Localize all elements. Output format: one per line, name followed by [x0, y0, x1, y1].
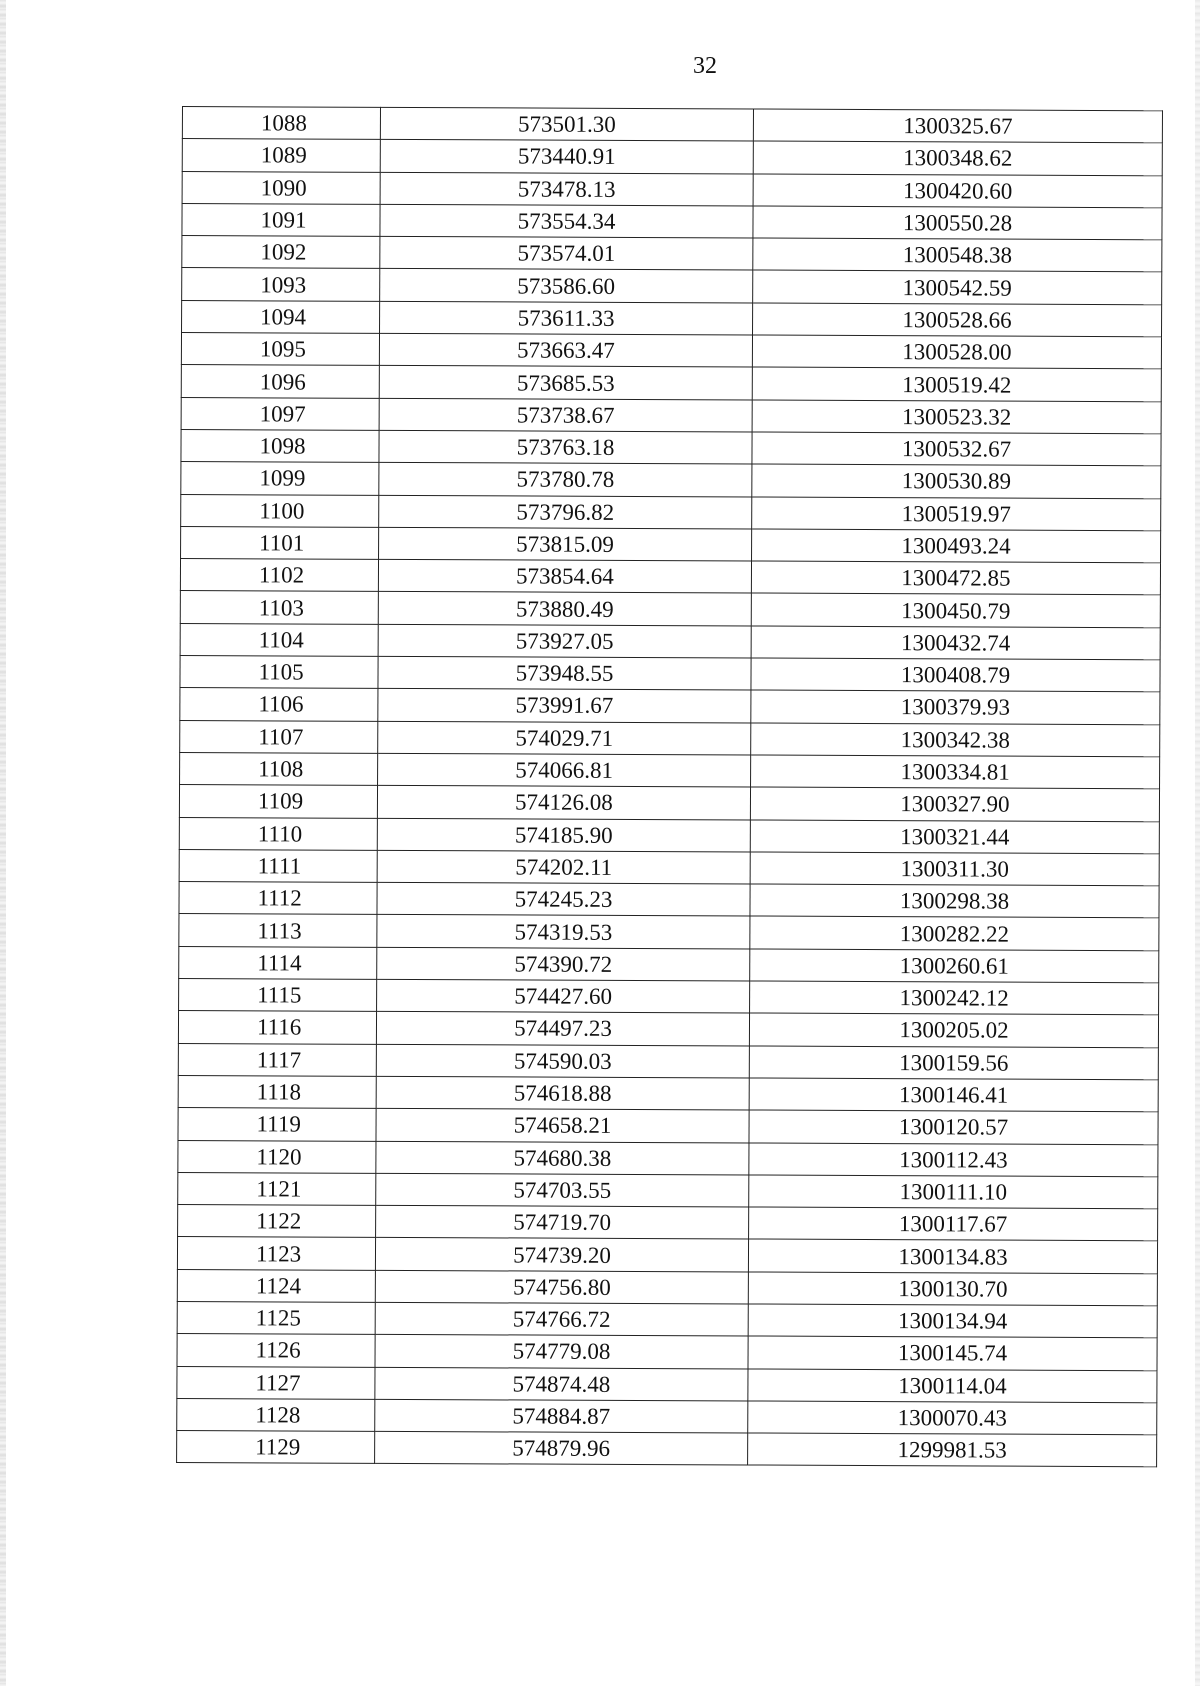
x-coordinate-cell: 574185.90: [377, 818, 750, 852]
x-coordinate-cell: 573815.09: [379, 527, 752, 561]
point-number-cell: 1127: [177, 1366, 375, 1399]
y-coordinate-cell: 1300145.74: [748, 1336, 1157, 1370]
table-row: [182, 171, 1162, 208]
table-row: [180, 591, 1160, 628]
point-number-cell: 1105: [180, 656, 378, 689]
x-coordinate-cell: 573685.53: [379, 366, 752, 400]
x-coordinate-cell: 573440.91: [380, 140, 753, 174]
y-coordinate-cell: 1300120.57: [749, 1110, 1158, 1144]
table-row: [178, 1108, 1158, 1145]
x-coordinate-cell: 574680.38: [376, 1141, 749, 1175]
point-number-cell: 1100: [181, 494, 379, 527]
x-coordinate-cell: 574066.81: [378, 753, 751, 787]
point-number-cell: 1125: [177, 1301, 375, 1334]
point-number-cell: 1115: [179, 979, 377, 1012]
y-coordinate-cell: 1300070.43: [748, 1401, 1157, 1435]
point-number-cell: 1124: [177, 1269, 375, 1302]
point-number-cell: 1088: [182, 107, 380, 140]
table-row: [181, 333, 1161, 370]
x-coordinate-cell: 574245.23: [377, 882, 750, 916]
x-coordinate-cell: 574390.72: [377, 947, 750, 981]
x-coordinate-cell: 574202.11: [377, 850, 750, 884]
point-number-cell: 1093: [182, 268, 380, 301]
table-row: [181, 397, 1161, 434]
y-coordinate-cell: 1300348.62: [753, 141, 1162, 175]
point-number-cell: 1128: [177, 1398, 375, 1431]
y-coordinate-cell: 1300548.38: [753, 238, 1162, 272]
x-coordinate-cell: 573763.18: [379, 430, 752, 464]
y-coordinate-cell: 1300528.66: [753, 303, 1162, 337]
y-coordinate-cell: 1299981.53: [748, 1433, 1157, 1467]
point-number-cell: 1117: [178, 1043, 376, 1076]
x-coordinate-cell: 574029.71: [378, 721, 751, 755]
point-number-cell: 1092: [182, 236, 380, 269]
point-number-cell: 1098: [181, 429, 379, 462]
y-coordinate-cell: 1300325.67: [753, 109, 1162, 143]
point-number-cell: 1099: [181, 462, 379, 495]
table-row: [179, 946, 1159, 983]
x-coordinate-cell: 574739.20: [375, 1238, 748, 1272]
table-row: [180, 559, 1160, 596]
table-row: [177, 1301, 1157, 1338]
x-coordinate-cell: 574766.72: [375, 1302, 748, 1336]
table-row: [178, 1205, 1158, 1242]
x-coordinate-cell: 574497.23: [376, 1012, 749, 1046]
table-row: [179, 785, 1159, 822]
point-number-cell: 1097: [181, 397, 379, 430]
y-coordinate-cell: 1300519.97: [752, 497, 1161, 531]
x-coordinate-cell: 573554.34: [380, 204, 753, 238]
point-number-cell: 1112: [179, 882, 377, 915]
point-number-cell: 1108: [180, 752, 378, 785]
y-coordinate-cell: 1300205.02: [749, 1013, 1158, 1047]
y-coordinate-cell: 1300134.94: [748, 1304, 1157, 1338]
table-row: [182, 139, 1162, 176]
x-coordinate-cell: 574658.21: [376, 1109, 749, 1143]
coordinates-table: [176, 106, 1163, 1468]
y-coordinate-cell: 1300528.00: [752, 335, 1161, 369]
point-number-cell: 1096: [181, 365, 379, 398]
y-coordinate-cell: 1300532.67: [752, 432, 1161, 466]
x-coordinate-cell: 573738.67: [379, 398, 752, 432]
table-row: [177, 1334, 1157, 1371]
table-row: [179, 849, 1159, 886]
y-coordinate-cell: 1300134.83: [748, 1239, 1157, 1273]
y-coordinate-cell: 1300450.79: [751, 593, 1160, 627]
y-coordinate-cell: 1300311.30: [750, 852, 1159, 886]
table-row: [182, 300, 1162, 337]
point-number-cell: 1118: [178, 1075, 376, 1108]
point-number-cell: 1106: [180, 688, 378, 721]
point-number-cell: 1102: [180, 559, 378, 592]
table-row: [177, 1398, 1157, 1435]
page-number: 32: [693, 53, 717, 79]
table-row: [181, 462, 1161, 499]
point-number-cell: 1113: [179, 914, 377, 947]
table-row: [182, 236, 1162, 273]
table-row: [177, 1366, 1157, 1403]
point-number-cell: 1116: [178, 1011, 376, 1044]
table-row: [179, 979, 1159, 1016]
y-coordinate-cell: 1300542.59: [753, 270, 1162, 304]
x-coordinate-cell: 573948.55: [378, 656, 751, 690]
point-number-cell: 1119: [178, 1108, 376, 1141]
point-number-cell: 1107: [180, 720, 378, 753]
point-number-cell: 1129: [177, 1431, 375, 1464]
table-row: [177, 1431, 1157, 1468]
x-coordinate-cell: 574427.60: [377, 979, 750, 1013]
y-coordinate-cell: 1300334.81: [751, 755, 1160, 789]
point-number-cell: 1111: [179, 849, 377, 882]
y-coordinate-cell: 1300146.41: [749, 1078, 1158, 1112]
table-row: [180, 720, 1160, 757]
point-number-cell: 1101: [181, 526, 379, 559]
y-coordinate-cell: 1300117.67: [749, 1207, 1158, 1241]
y-coordinate-cell: 1300327.90: [750, 787, 1159, 821]
x-coordinate-cell: 573663.47: [379, 333, 752, 367]
y-coordinate-cell: 1300408.79: [751, 658, 1160, 692]
x-coordinate-cell: 574703.55: [376, 1173, 749, 1207]
coordinates-table-body: [177, 107, 1163, 1468]
y-coordinate-cell: 1300379.93: [751, 690, 1160, 724]
x-coordinate-cell: 573611.33: [380, 301, 753, 335]
y-coordinate-cell: 1300530.89: [752, 464, 1161, 498]
point-number-cell: 1091: [182, 203, 380, 236]
table-row: [178, 1043, 1158, 1080]
point-number-cell: 1126: [177, 1334, 375, 1367]
y-coordinate-cell: 1300130.70: [748, 1272, 1157, 1306]
table-row: [182, 107, 1162, 144]
x-coordinate-cell: 573796.82: [379, 495, 752, 529]
x-coordinate-cell: 573854.64: [378, 560, 751, 594]
point-number-cell: 1109: [179, 785, 377, 818]
y-coordinate-cell: 1300550.28: [753, 206, 1162, 240]
table-row: [180, 623, 1160, 660]
y-coordinate-cell: 1300114.04: [748, 1369, 1157, 1403]
y-coordinate-cell: 1300472.85: [751, 561, 1160, 595]
table-row: [178, 1140, 1158, 1177]
x-coordinate-cell: 574126.08: [377, 786, 750, 820]
y-coordinate-cell: 1300112.43: [749, 1142, 1158, 1176]
table-row: [180, 752, 1160, 789]
point-number-cell: 1123: [177, 1237, 375, 1270]
point-number-cell: 1095: [181, 333, 379, 366]
table-row: [181, 429, 1161, 466]
point-number-cell: 1120: [178, 1140, 376, 1173]
table-row: [181, 365, 1161, 402]
y-coordinate-cell: 1300493.24: [752, 529, 1161, 563]
x-coordinate-cell: 574590.03: [376, 1044, 749, 1078]
x-coordinate-cell: 574756.80: [375, 1270, 748, 1304]
point-number-cell: 1089: [182, 139, 380, 172]
table-row: [177, 1237, 1157, 1274]
x-coordinate-cell: 574779.08: [375, 1335, 748, 1369]
point-number-cell: 1104: [180, 623, 378, 656]
x-coordinate-cell: 574319.53: [377, 915, 750, 949]
x-coordinate-cell: 573501.30: [380, 107, 753, 141]
table-row: [180, 656, 1160, 693]
point-number-cell: 1114: [179, 946, 377, 979]
y-coordinate-cell: 1300321.44: [750, 820, 1159, 854]
table-row: [182, 268, 1162, 305]
y-coordinate-cell: 1300432.74: [751, 626, 1160, 660]
x-coordinate-cell: 574879.96: [375, 1432, 748, 1466]
y-coordinate-cell: 1300282.22: [750, 916, 1159, 950]
point-number-cell: 1094: [182, 300, 380, 333]
x-coordinate-cell: 574618.88: [376, 1076, 749, 1110]
x-coordinate-cell: 573586.60: [380, 269, 753, 303]
scan-edge-left: [0, 0, 6, 1686]
point-number-cell: 1121: [178, 1172, 376, 1205]
y-coordinate-cell: 1300260.61: [750, 949, 1159, 983]
y-coordinate-cell: 1300111.10: [749, 1175, 1158, 1209]
table-row: [179, 914, 1159, 951]
y-coordinate-cell: 1300420.60: [753, 174, 1162, 208]
x-coordinate-cell: 573478.13: [380, 172, 753, 206]
point-number-cell: 1090: [182, 171, 380, 204]
y-coordinate-cell: 1300342.38: [751, 723, 1160, 757]
table-row: [179, 817, 1159, 854]
x-coordinate-cell: 573991.67: [378, 689, 751, 723]
table-row: [178, 1011, 1158, 1048]
table-row: [180, 688, 1160, 725]
table-row: [178, 1172, 1158, 1209]
table-row: [181, 526, 1161, 563]
y-coordinate-cell: 1300519.42: [752, 367, 1161, 401]
scan-edge-right: [1195, 0, 1200, 1686]
y-coordinate-cell: 1300159.56: [749, 1046, 1158, 1080]
table-row: [182, 203, 1162, 240]
x-coordinate-cell: 574874.48: [375, 1367, 748, 1401]
point-number-cell: 1110: [179, 817, 377, 850]
x-coordinate-cell: 574719.70: [376, 1205, 749, 1239]
y-coordinate-cell: 1300523.32: [752, 400, 1161, 434]
x-coordinate-cell: 574884.87: [375, 1399, 748, 1433]
x-coordinate-cell: 573927.05: [378, 624, 751, 658]
point-number-cell: 1103: [180, 591, 378, 624]
x-coordinate-cell: 573780.78: [379, 463, 752, 497]
y-coordinate-cell: 1300298.38: [750, 884, 1159, 918]
table-row: [179, 882, 1159, 919]
table-row: [181, 494, 1161, 531]
y-coordinate-cell: 1300242.12: [750, 981, 1159, 1015]
table-row: [178, 1075, 1158, 1112]
table-row: [177, 1269, 1157, 1306]
point-number-cell: 1122: [178, 1205, 376, 1238]
x-coordinate-cell: 573880.49: [378, 592, 751, 626]
x-coordinate-cell: 573574.01: [380, 237, 753, 271]
